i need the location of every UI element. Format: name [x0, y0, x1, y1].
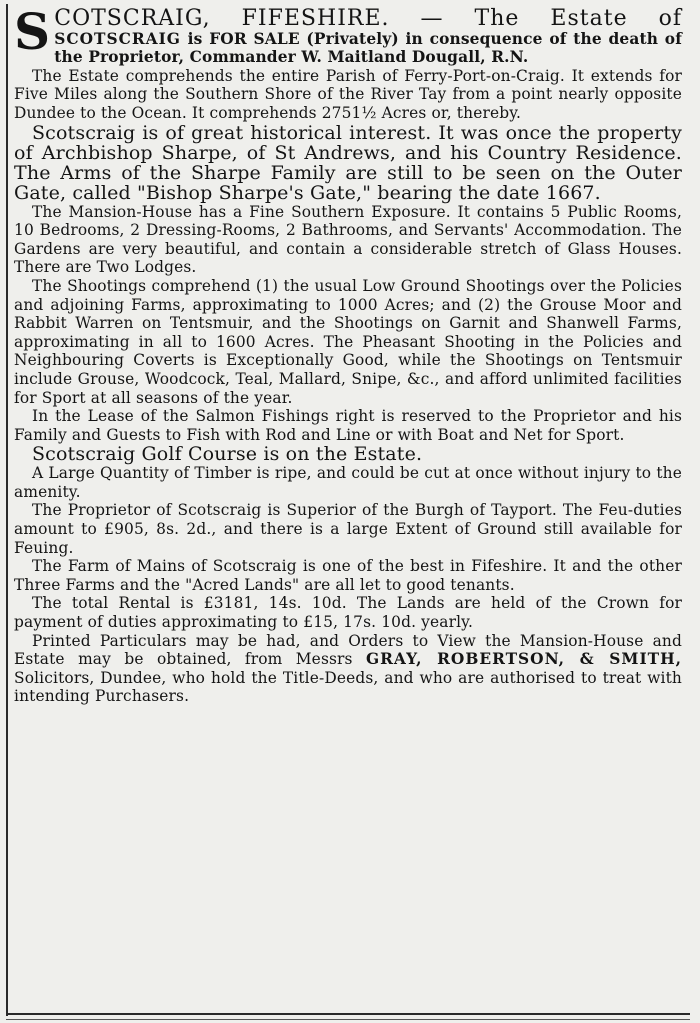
estate-name: SCOTSCRAIG: [54, 29, 181, 48]
paragraph-golf: Scotscraig Golf Course is on the Estate.: [32, 443, 423, 466]
advertisement-text: [14, 2, 683, 706]
drop-cap: S: [14, 2, 51, 61]
paragraph-fishings: In the Lease of the Salmon Fishings right is reserved to the Proprietor and his Family and Guests to Fish with Rod and Line or with Boat and Net for Sport.: [14, 407, 682, 444]
paragraph-shootings: The Shootings comprehend (1) the usual Low Ground Shootings over the Policies and adjoining Farms, approximating to 1000 Acres; and (2) the Grouse Moor and Rabbit Warren on Tentsmuir, and the Shootings on Garnit and Shanwell Farms, approximating in all to 1600 Acres. The Pheasant Shooting in the Policies and Neighbouring Coverts is Exceptionally Good, while the Shootings on Tentsmuir include Grouse, Woodcock, Teal, Mallard, Snipe, &c., and afford unlimited facilities for Sport at all seasons of the year.: [14, 276, 682, 407]
paragraph-mansion: The Mansion-House has a Fine Southern Exposure. It contains 5 Public Rooms, 10 Bedrooms, 2 Dressing-Rooms, 2 Bathrooms, and Servants' Accommodation. The Gardens are very beautiful, and contain a considerable stretch of Glass Houses. There are Two Lodges.: [14, 202, 682, 277]
paragraph-farms: The Farm of Mains of Scotscraig is one of the best in Fifeshire. It and the other Three Farms and the "Acred Lands" are all let to good tenants.: [14, 557, 682, 594]
headline-tail: — The Estate of: [389, 6, 683, 31]
left-column-rule: [6, 4, 8, 1016]
headline: COTSCRAIG, FIFESHIRE.: [54, 6, 390, 31]
sale-notice: is FOR SALE (Privately) in consequence of the death of the Proprietor, Commander W. Maitland Dougall, R.N.: [54, 29, 682, 67]
paragraph-timber: A Large Quantity of Timber is ripe, and could be cut at once without injury to the amenity.: [14, 464, 682, 501]
bottom-rule-thin: [6, 1019, 690, 1020]
paragraph-parish: The Estate comprehends the entire Parish of Ferry-Port-on-Craig. It extends for Five Miles along the Southern Shore of the River Tay from a point nearly opposite Dundee to the Ocean. It comprehends 2751½ Acres or, thereby.: [14, 66, 682, 122]
paragraph-closing: [14, 632, 682, 706]
closing-text-pre: Printed Particulars may be had, and Orders to View the Mansion-House and Estate may be obtained, from Messrs: [14, 631, 682, 669]
solicitors-name: GRAY, ROBERTSON, & SMITH,: [365, 650, 683, 669]
bottom-rule: [6, 1013, 690, 1015]
paragraph-feuing: The Proprietor of Scotscraig is Superior of the Burgh of Tayport. The Feu-duties amount to £905, 8s. 2d., and there is a large Extent of Ground still available for Feuing.: [14, 501, 682, 557]
closing-text-post: Solicitors, Dundee, who hold the Title-Deeds, and who are authorised to treat with intending Purchasers.: [14, 668, 682, 706]
headline-paragraph: [14, 2, 683, 67]
paragraph-history: Scotscraig is of great historical interest. It was once the property of Archbishop Sharpe, of St Andrews, and his Country Residence. The Arms of the Sharpe Family are still to be seen on the Outer Gate, called "Bishop Sharpe's Gate," bearing the date 1667.: [14, 121, 682, 204]
paragraph-rental: The total Rental is £3181, 14s. 10d. The Lands are held of the Crown for payment of duties approximating to £15, 17s. 10d. yearly.: [14, 594, 682, 632]
